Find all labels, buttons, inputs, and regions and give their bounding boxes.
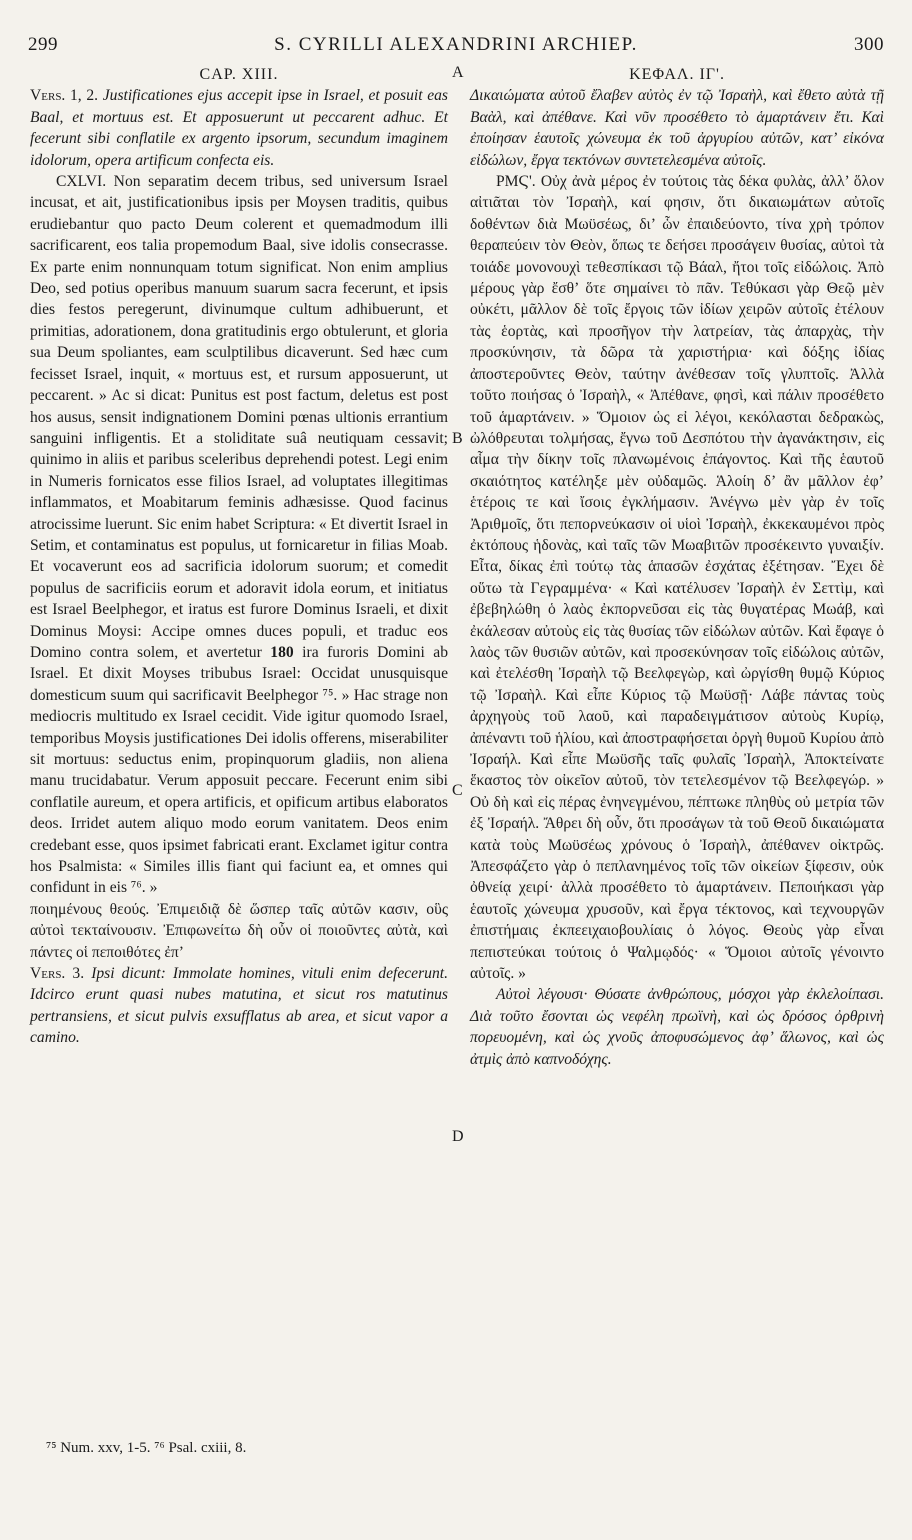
greek-column [470,64,884,1070]
latin-verse-3 [30,963,448,1049]
latin-column [30,64,448,1049]
footnotes: ⁷⁵ Num. xxv, 1-5. ⁷⁶ Psal. cxiii, 8. [46,1440,247,1456]
greek-commentary: ΡΜϚ'. Οὐχ ἀνὰ μέρος ἐν τούτοις τὰς δέκα φυλὰς, ἀλλ’ ὅλον αἰτιᾶται τὸν Ἰσραὴλ, καί φησιν, ὅτι δικαιωμάτων αὐτοῖς δοθέντων διὰ Μωϋσέως, δι’ ὧν ἐπαιδεύοντο, τίνα χρὴ τρόπον θεραπεύειν τὸν Θεὸν, ὅπως τε δεήσει προσάγειν θυσίας, αὐτοὶ τὰ τοιάδε μονονουχὶ τεθεσπίκασι τῷ Βάαλ, ἤτοι τοῖς εἰδώλοις. Ἀπὸ μέρους γὰρ ἔσθ’ ὅτε σημαίνει τὸ πᾶν. Τεθύκασι γὰρ Θεῷ μὲν οὐκέτι, μᾶλλον δὲ τοῖς ἔργοις τῶν ἰδίων χειρῶν αὐτοῖς ἐτέλουν τὰς ἑορτὰς, καὶ προσῆγον τὴν λατρείαν, τὰς ἀπαρχὰς, τὴν προσκύνησιν, τὰ δῶρα τὰ χαριστήρια· καὶ δόξης ἰδίας ἀποστεροῦντες Θεὸν, ταύτην ἀνέθεσαν τοῖς γλυπτοῖς. Ἀλλὰ τοῦτο ποιήσας ὁ Ἰσραὴλ, « Ἀπέθανε, φησὶ, καὶ πάλιν προσέθετο τοῦ ἁμαρτάνειν. » Ὅμοιον ὡς εἰ λέγοι, κεκόλασται δεδρακὼς, ὠλόθρευται τολμήσας, ἔγνω τοῦ Δεσπότου τὴν ἀγανάκτησιν, εἰς αἷμα τὴν δίκην τοῖς πλανωμένοις ἐπάγοντος. Καὶ τῆς ἑαυτοῦ σκαιότητος κατέληξε μὲν οὐδαμῶς. Ἁλοίη δ’ ἂν μᾶλλον ἐφ’ ἑτέροις τε καὶ ἴσοις ἐγκλήμασιν. Ἀνέγνω μὲν γὰρ ἐν τοῖς Ἀριθμοῖς, ὅτι πεπορνεύκασιν οἱ υἱοὶ Ἰσραὴλ, ἐκκεκαυμένοι πρὸς ἐκτόπους ἡδονὰς, καὶ ταῖς τῶν Μωαβιτῶν προσέκειντο γυναιξίν. Εἶτα, δίκας ἐπὶ τούτῳ τὰς ἁπασῶν ἐσχάτας ἐξέτησαν. Ἔχει δὲ οὕτω τὰ Γεγραμμένα· « Καὶ κατέλυσεν Ἰσραὴλ ἐν Σεττὶμ, καὶ ἐβεβηλώθη ὁ λαὸς ἐκπορνεῦσαι εἰς τὰς θυγατέρας Μωάβ, καὶ ἐκάλεσαν αὐτοὺς εἰς τὰς θυσίας τῶν εἰδώλων αὐτῶν. Καὶ ἔφαγε ὁ λαὸς τῶν θυσιῶν αὐτῶν, καὶ προσεκύνησαν τοῖς εἰδώλοις αὐτῶν, καὶ ἐτελέσθη Ἰσραὴλ τῷ Βεελφεγὼρ, καὶ ὠργίσθη θυμῷ Κύριος τῷ Ἰσραὴλ. Καὶ εἶπε Κύριος τῷ Μωϋσῇ· Λάβε πάντας τοὺς ἀρχηγοὺς τοῦ λαοῦ, καὶ παραδειγμάτισον αὐτοὺς Κυρίῳ, ἀπέναντι τοῦ ἡλίου, καὶ ἀποστραφήσεται ὀργὴ θυμοῦ Κυρίου ἀπὸ Ἰσραήλ. Καὶ εἶπε Μωϋσῆς ταῖς φυλαῖς Ἰσραὴλ, Ἀποκτείνατε ἕκαστος τὸν οἰκεῖον αὐτοῦ, τὸν τετελεσμένον τῷ Βεελφεγώρ. » Οὐ δὴ καὶ εἰς πέρας ἐνηνεγμένου, πέπτωκε πληθὺς οὐ μετρία τῶν ἐξ Ἰσραήλ. Ἄθρει δὴ οὖν, ὅτι προσάγων τὰ τοῦ Θεοῦ δικαιώματα κατὰ τοὺς Μωϋσέως χρόνους ὁ Ἰσραὴλ, ἀπέθανεν οἰκτρῶς. Ἀπεσφάζετο γὰρ ὁ πεπλανημένος τοῖς τῶν οἰκείων ξίφεσιν, οὐκ ὀθνείᾳ χειρί· ἀλλὰ προσέθετο τὸ ἁμαρτάνειν. Πεποιήκασι γὰρ ἑαυτοῖς χώνευμα χρυσοῦν, καὶ ἔργα τέκτονος, καὶ τεχνουργῶν ἐπιστήμαις ἐκπεειχαιοβουλίαις ὁ λόγος. Θεοὺς γὰρ εἶναι πεπιστεύκαι τούτοις ὁ Ψαλμῳδός· « Ὅμοιοι αὐτοῖς γένοιντο αὐτοῖς. » [470,173,884,983]
greek-spill-line: ποιημένους θεούς. Ἐπιμειδιᾷ δὲ ὥσπερ ταῖς αὐτῶν κασιν, οὓς αὐτοὶ τεκταίνουσιν. Ἐπιφωνείτω δὴ οὖν οἱ ποιοῦντες αὐτὰ, καὶ πάντες οἱ πεποιθότες ἐπ’ [30,900,448,961]
verse-label: Vers. 1, 2. [30,87,99,105]
verse-3-label: Vers. 3. [30,965,85,983]
verse-text: Justificationes ejus accepit ipse in Israel, et posuit eas Baal, et mortuus est. Et apposuerunt ut peccarent adhuc. Et fecerunt sibi conflatile ex argento ipsorum, secundum imaginem idolorum, opera artificum confecta eis. [30,87,448,169]
margin-letter-c: C [452,782,463,799]
right-page-number: 300 [854,34,884,55]
page-header [28,34,884,58]
bold-number: 180 [270,643,294,661]
margin-letter-a: A [452,64,464,81]
commentary-text: CXLVI. Non separatim decem tribus, sed universum Israel incusat, et ait, justificationibus ipsis per Moysen traditis, quibus erudiebantur quo pacto Deum colerent et quemadmodum illi sacrificarent, eos talia propemodum Baal, sive idolis consecrasse. Ex parte enim nonnunquam totum significat. Non enim amplius Deo, sed potius operibus manuum suarum sacra fecerunt, et ipsis dies festos peregerunt, divinumque cultum adhibuerunt, et primitias, adorationem, dona gratitudinis ergo obtulerunt, et gloria sua Deum spoliantes, eam sculptilibus dicaverunt. Sed hæc cum fecisset Israel, inquit, « mortuus est, et rursum apposuerunt, ut peccarent. » Ac si dicat: Punitus est post factum, deletus est post hos ausus, sensit indignationem Domini pœnas ultionis errantium sanguini infligentis. Et a stoliditate suâ neutiquam cessavit; quinimo in aliis et paribus sceleribus deprehendi potest. Legi enim in Numeris fornicatos esse filios Israel, ad voluptates illegitimas inflammatos, et Moabitarum feminis adhæsisse. Quod facinus atrocissime luerunt. Sic enim habet Scriptura: « Et divertit Israel in Setim, et contaminatus est populus, ut fornicaretur in filias Moab. Et vocaverunt eos ad sacrificia idolorum suorum; et comedit populus de sacrificiis eorum et adoravit idola eorum, et initiatus est Israel Beelphegor, et iratus est furore Dominus Israeli, et dixit Dominus Moysi: Accipe omnes duces populi, et traduc eos Domino contra solem, et avertetur [30,173,448,661]
commentary-continuation: ira furoris Domini ab Israel. Et dixit Moyses tribubus Israel: Occidat unusquisque domesticum suum qui sacrificavit Beelphegor ⁷⁵. » Hac strage non mediocris multitudo ex Israel cecidit. Vide igitur quomodo Israel, temporibus Moysis justificationes Dei idolis offerens, miserabiliter sit mortuus: seductus enim, propinquorum gladiis, non aliena manu trucidabatur. Verum apposuit peccare. Fecerunt enim sibi conflatile aureum, et opera artificis, et opificum artibus elaboratos deos. Irridet autem aliquo modo eorum vanitatem. Deos enim credebant esse, quos ipsimet fabricati erant. Exclamet igitur contra hos Psalmista: « Similes illis fiant qui faciunt ea, et omnes qui confidunt in eis ⁷⁶. » [30,643,448,897]
greek-verse-3: Αὐτοὶ λέγουσι· Θύσατε ἀνθρώπους, μόσχοι γὰρ ἐκλελοίπασι. Διὰ τοῦτο ἔσονται ὡς νεφέλη πρωϊνὴ, καὶ ὡς δρόσος ὀρθρινὴ πορευομένη, καὶ ὡς χνοῦς ἀποφυσώμενος ἀφ’ ἅλωνος, καὶ ὡς ἀτμὶς ἀπὸ καπνοδόχης. [470,986,884,1068]
running-head: S. CYRILLI ALEXANDRINI ARCHIEP. [274,34,638,55]
margin-letter-b: B [452,430,463,447]
left-page-number: 299 [28,34,58,55]
latin-commentary [30,171,448,899]
greek-verse-1-2: Δικαιώματα αὐτοῦ ἔλαβεν αὐτὸς ἐν τῷ Ἰσραὴλ, καὶ ἔθετο αὐτὰ τῇ Βαὰλ, καὶ ἀπέθανε. Καὶ νῦν προσέθετο τὸ ἁμαρτάνειν ἔτι. Καὶ ἐποίησαν ἑαυτοῖς χώνευμα ἐκ τοῦ ἀργυρίου αὐτῶν, κατ’ εἰκόνα εἰδώλων, ἔργα τεκτόνων συντετελεσμένα αὐτοῖς. [470,87,884,169]
latin-chapter-heading: CAP. XIII. [199,66,279,83]
greek-chapter-heading: ΚΕΦΑΛ. ΙΓ'. [629,66,725,83]
latin-verse-1-2 [30,85,448,171]
margin-letter-d: D [452,1128,464,1145]
verse-3-text: Ipsi dicunt: Immolate homines, vituli enim defecerunt. Idcirco erunt quasi nubes matutina, et sicut ros matutinus pertransiens, et sicut pulvis exsufflatus ab area, et sicut vapor a camino. [30,965,448,1047]
